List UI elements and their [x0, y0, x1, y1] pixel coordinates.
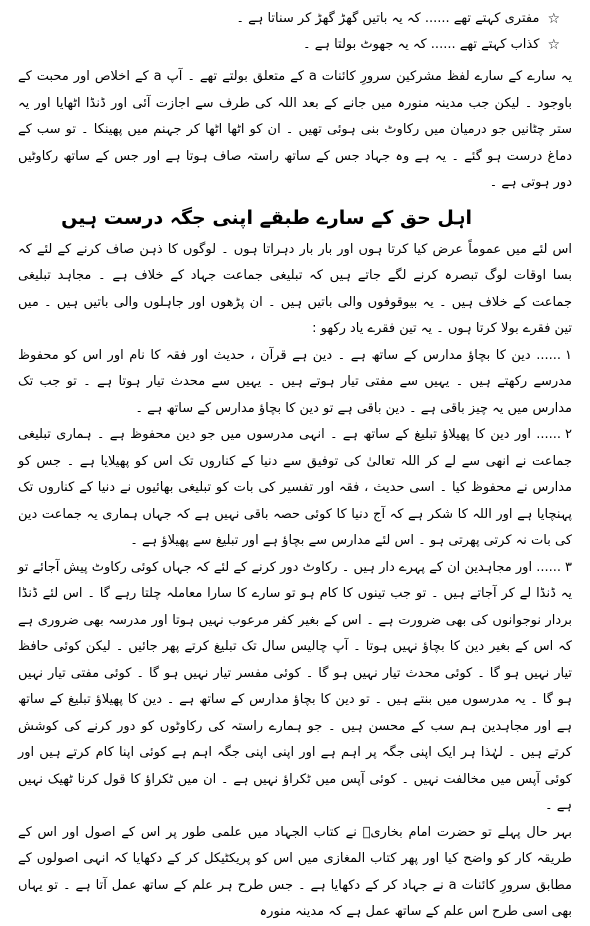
quote-line	[18, 32, 572, 58]
numbered-item	[18, 555, 572, 820]
item-number: ۳	[565, 559, 572, 575]
star-icon: ☆	[547, 11, 560, 27]
item-text: ...... اور دین کا پھیلاؤ تبلیغ کے ساتھ ہے ۔ انہی مدرسوں میں جو دین محفوظ ہے ۔ ہماری تبلیغی جماعت نے انھی سے لے کر اللہ تعالیٰ کی توفیق سے دنیا کے کناروں تک اس کو پھیلایا ہے ۔ جس کو مدارس نے محفوظ کیا ۔ اسی حدیث ، فقہ اور تفسیر کی بات کو تبلیغی بھائیوں نے دنیا کے کناروں تک پہنچایا ہے اور اللہ کا شکر ہے کہ آج دنیا کا کوئی حصہ باقی نہیں ہے کہ جہاں ہماری یہ جماعت دین کی بات نہ کرتی پھرتی ہو ۔ اس لئے مدارس سے بچاؤ ہے اور تبلیغ سے پھیلاؤ ہے ۔	[18, 427, 572, 548]
numbered-item	[18, 343, 572, 423]
quote-text: کذاب کہتے تھے ...... کہ یہ جھوٹ بولتا ہے ۔	[302, 37, 540, 52]
quote-text: مفتری کہتے تھے ...... کہ یہ باتیں گھڑ گھڑ کر سناتا ہے ۔	[236, 11, 540, 26]
quote-line	[18, 6, 572, 32]
closing-paragraph: بہر حال پہلے تو حضرت امام بخاریؒ نے کتاب الجہاد میں علمی طور پر اس کے اصول اور اس کے طریقہ کار کو واضح کیا اور پھر کتاب المغازی میں اس کو پریکٹیکل کر کے دکھایا کہ انہی اصولوں کے مطابق سرورِ کائنات a نے جہاد کر کے دکھایا ہے ۔ جس طرح ہر علم کے ساتھ عمل آتا ہے ۔ تو یہاں بھی اسی طرح اس علم کے ساتھ عمل ہے کہ مدینہ منورہ	[18, 824, 573, 919]
item-number: ۲	[565, 427, 572, 442]
item-text: ...... اور مجاہدین ان کے پہرے دار ہیں ۔ رکاوٹ دور کرنے کے لئے کہ جہاں کوئی رکاوٹ پیش آجائے تو یہ ڈنڈا لے کر آجاتے ہیں ۔ تو جب تینوں کا کام ہو تو سارے کا سارا معاملہ چلتا رہے گا ۔ اس لئے ڈنڈا بردار نوجوانوں کی بھی ضرورت ہے ۔ اس کے بغیر کفر مرعوب نہیں ہوتا اور مدرسہ بھی ضروری ہے کہ اس کے بغیر دین کا بچاؤ نہیں ہوتا ۔ آپ چالیس سال تک تبلیغ کرتے پھر جائیں ۔ لیکن کوئی حافظ تیار نہیں ہو گا ۔ کوئی محدث تیار نہیں ہو گا ۔ کوئی مفسر تیار نہیں ہو گا ۔ کوئی مفتی تیار نہیں ہو گا ۔ یہ مدرسوں میں بنتے ہیں ۔ تو دین کا بچاؤ مدارس کے ساتھ ہے ۔ دین کا پھیلاؤ تبلیغ کے ساتھ ہے اور مجاہدین ہم سب کے محسن ہیں ۔ جو ہمارے راستہ کی رکاوٹوں کو دور کرنے کی کوشش کرتے ہیں ۔ لہٰذا ہر ایک اپنی جگہ پر اہم ہے اور اپنی اپنی جگہ اہم ہے کوئی اپنا کام کرتے ہیں اور کوئی آپس میں مخالفت نہیں ۔ کوئی آپس میں ٹکراؤ نہیں ہے ۔ ان میں ٹکراؤ کا قول کرنا ٹھیک نہیں ہے ۔	[18, 559, 572, 813]
intro-paragraph: یہ سارے کے سارے لفظ مشرکین سرورِ کائنات a کے متعلق بولتے تھے ۔ آپ a کے اخلاص اور محبت کے باوجود ۔ لیکن جب مدینہ منورہ میں جانے کے بعد اللہ کی طرف سے اجازت آئی اور ڈنڈا اٹھایا اور یہ ستر چٹانیں جو درمیان میں رکاوٹ بنی ہوئی تھیں ۔ ان کو اٹھا اٹھا کر جہنم میں پھینکا ۔ تو سب کے دماغ درست ہو گئے ۔ یہ ہے وہ جہاد جس کے ساتھ راستہ صاف ہوتا ہے اور جس کے ساتھ رکاوٹیں دور ہوتی ہے ۔	[18, 69, 572, 190]
section-heading: اہل حق کے سارے طبقے اپنی جگہ درست ہیں	[61, 206, 472, 229]
item-number: ۱	[565, 347, 572, 363]
numbered-item	[18, 422, 572, 555]
item-text: ...... دین کا بچاؤ مدارس کے ساتھ ہے ۔ دین ہے قرآن ، حدیث اور فقہ کا نام اور اس کو محفوظ مدرسے رکھتے ہیں ۔ یہیں سے مفتی تیار ہوتے ہیں ۔ یہیں سے محدث تیار ہوتا ہے ۔ تو جب تک مدارس میں یہ چیز باقی ہے ۔ دین باقی ہے تو دین کا بچاؤ مدارس کے ساتھ ہے ۔	[18, 347, 572, 416]
body-paragraph: اس لئے میں عموماً عرض کیا کرتا ہوں اور بار بار دہراتا ہوں ۔ لوگوں کا ذہن صاف کرنے کے لئے کہ بسا اوقات لوگ تبصرہ کرنے لگے جاتے ہیں کہ تبلیغی جماعت جہاد کے خلاف ہے ۔ مجاہد تبلیغی جماعت کے خلاف ہیں ۔ یہ بیوقوفوں والی باتیں ہیں ۔ ان پڑھوں اور جاہلوں والی باتیں ہیں ۔ میں تین فقرے بولا کرتا ہوں ۔ یہ تین فقرے یاد رکھو :	[18, 241, 572, 336]
star-icon: ☆	[547, 37, 560, 53]
